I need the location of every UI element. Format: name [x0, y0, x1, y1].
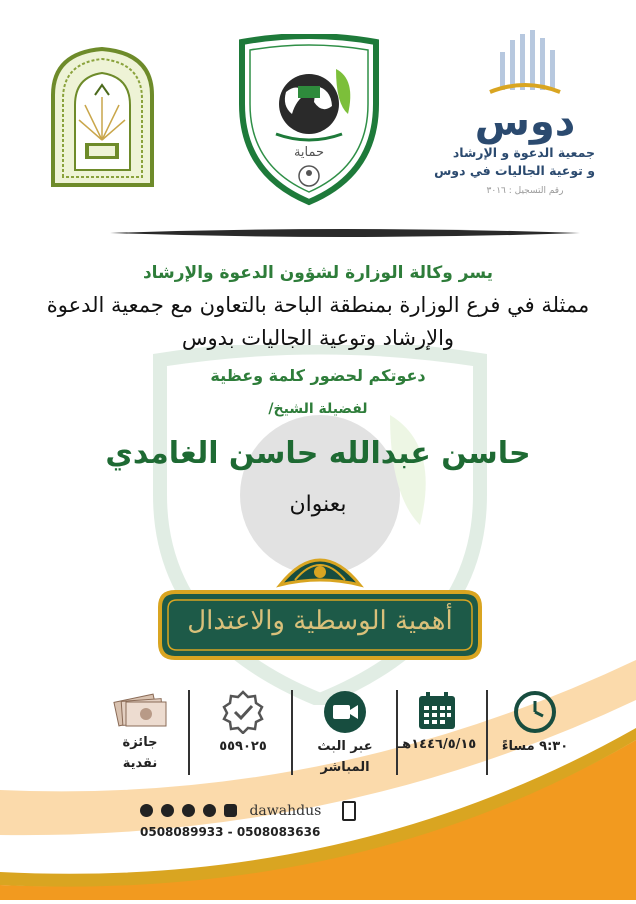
prize-line-1: جائزة [122, 735, 158, 750]
header-divider [110, 224, 580, 236]
separator [291, 690, 293, 775]
sheikh-name: حاسن عبدالله حاسن الغامدي [105, 436, 531, 471]
prize-info [95, 690, 185, 772]
youtube-icon[interactable] [140, 804, 153, 817]
date-info [392, 690, 482, 753]
code-value: ٥٥٩٠٢٥ [219, 739, 267, 754]
instagram-icon[interactable] [224, 804, 237, 817]
money-icon [110, 690, 170, 730]
daws-line-2: و توعية الجاليات في دوس [434, 163, 595, 178]
date-value: ١٤٤٦/٥/١٥هـ [397, 737, 477, 752]
himaya-logo [236, 34, 382, 206]
daws-logo [434, 30, 595, 210]
separator [486, 690, 488, 775]
daws-registration: رقم التسجيل : ٣٠١٦ [486, 186, 564, 196]
prize-line-2: نقدية [122, 756, 158, 771]
time-value: ٩:٣٠ مساءً [501, 739, 569, 754]
contact-row [140, 800, 510, 839]
snapchat-icon[interactable] [161, 804, 174, 817]
daws-word: دوس [474, 99, 576, 145]
time-info [490, 690, 580, 755]
phone-icon [342, 801, 356, 821]
separator [188, 690, 190, 775]
clock-icon [513, 690, 557, 734]
pillars-icon [480, 30, 570, 100]
announcement-line: يسر وكالة الوزارة لشؤون الدعوة والإرشاد [142, 263, 494, 283]
daws-line-1: جمعية الدعوة و الإرشاد [452, 145, 595, 160]
ministry-logo [45, 45, 160, 190]
representation-line-1: ممثلة في فرع الوزارة بمنطقة الباحة بالتعاون مع جمعية الدعوة [46, 293, 590, 317]
broadcast-line-1: عبر البث [317, 739, 373, 754]
lecture-title: أهمية الوسطية والاعتدال [187, 606, 453, 636]
video-camera-icon [323, 690, 367, 734]
verified-badge-icon [221, 690, 265, 734]
code-info [198, 690, 288, 755]
social-handle[interactable]: dawahdus [249, 803, 322, 819]
himaya-label: حماية [293, 145, 325, 160]
invitation-line: دعوتكم لحضور كلمة وعظية [210, 366, 426, 385]
representation-line-2: والإرشاد وتوعية الجاليات بدوس [181, 326, 455, 350]
twitter-icon[interactable] [203, 804, 216, 817]
broadcast-info [300, 690, 390, 776]
phone-numbers[interactable]: 0508089933 - 0508083636 [140, 824, 321, 839]
sheikh-label: لفضيلة الشيخ/ [268, 401, 368, 417]
tiktok-icon[interactable] [182, 804, 195, 817]
calendar-icon [416, 690, 458, 732]
titled-label: بعنوان [289, 492, 347, 517]
broadcast-line-2: المباشر [320, 760, 370, 775]
